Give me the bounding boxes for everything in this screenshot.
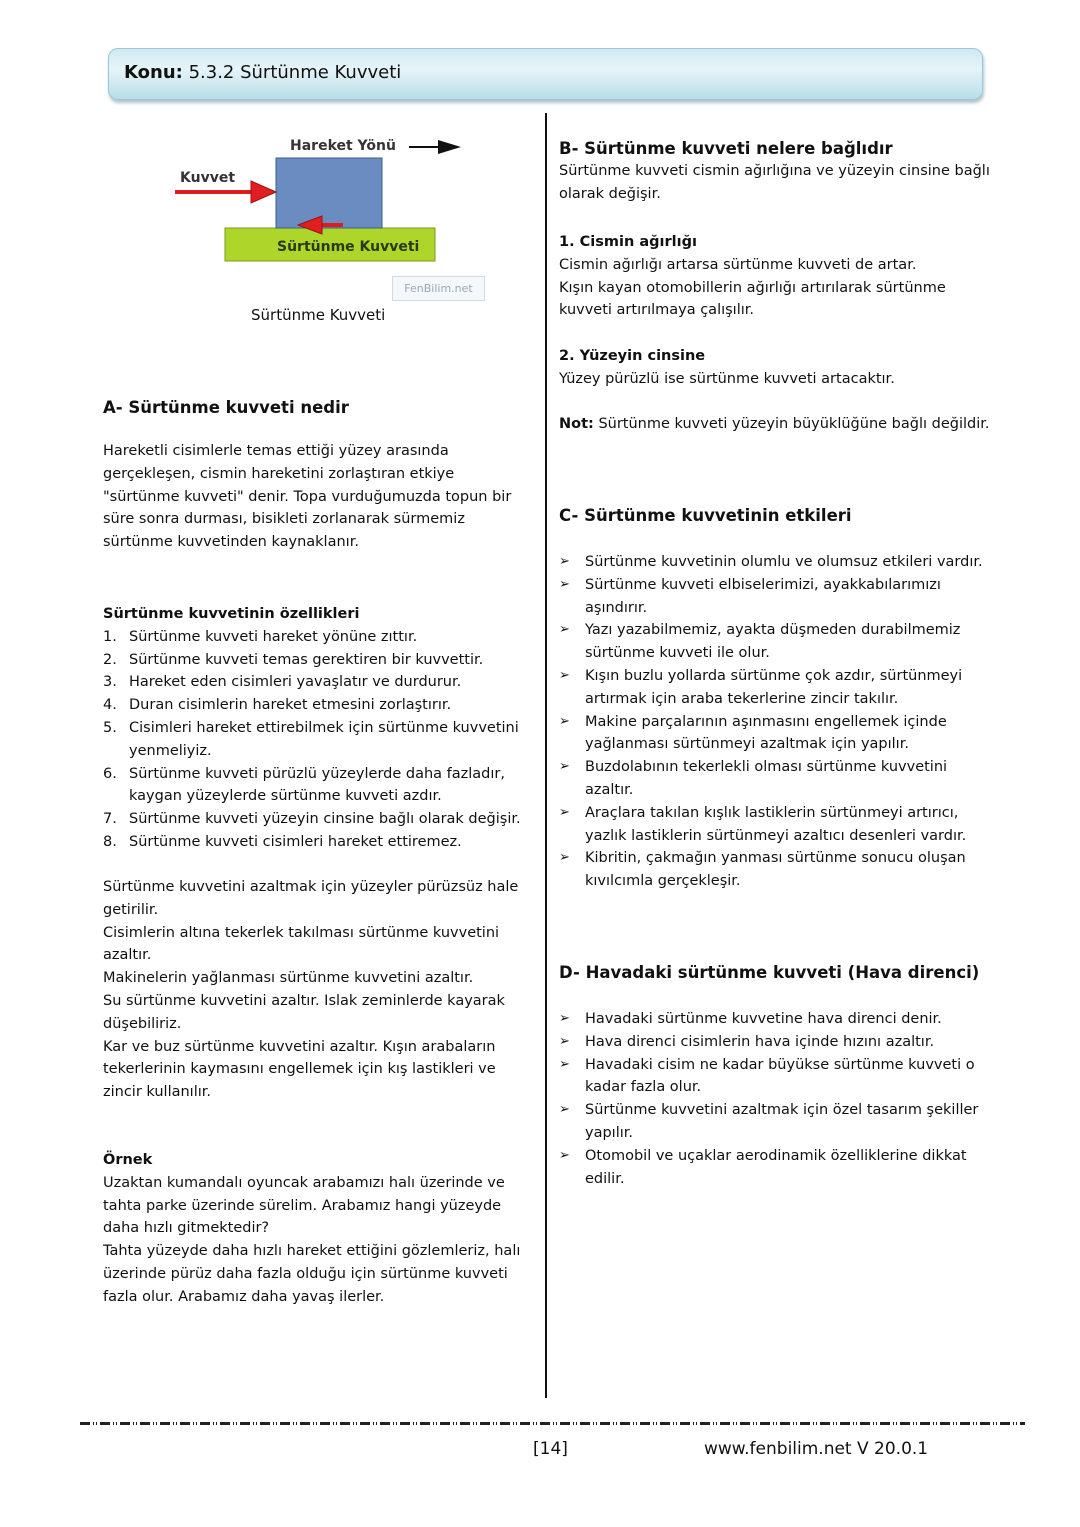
list-item <box>559 756 991 802</box>
weight-line: Cismin ağırlığı artarsa sürtünme kuvveti de artar. <box>559 256 917 273</box>
item-text: Yazı yazabilmemiz, ayakta düşmeden durabilmemiz sürtünme kuvveti ile olur. <box>585 622 961 662</box>
weight-block <box>559 231 991 322</box>
list-item <box>559 1031 991 1054</box>
item-text: Sürtünme kuvveti hareket yönüne zıttır. <box>129 628 418 645</box>
list-item <box>559 1099 991 1145</box>
list-item <box>103 671 535 694</box>
page-number: [14] <box>533 1439 568 1459</box>
list-item <box>103 626 535 649</box>
item-text: Makine parçalarının aşınmasını engellemek içinde yağlanması sürtünmeyi azaltmak için yapılır. <box>585 713 947 753</box>
reduce-line: Kar ve buz sürtünme kuvvetini azaltır. Kışın arabaların tekerlerinin kaymasını engellemek için kış lastikleri ve zincir kullanılır. <box>103 1038 496 1101</box>
section-b <box>559 138 991 206</box>
topic-label: Konu: <box>124 62 183 83</box>
item-text: Kışın buzlu yollarda sürtünme çok azdır, sürtünmeyi artırmak için araba tekerlerine zincir takılır. <box>585 667 963 707</box>
topic-title <box>124 62 401 83</box>
item-number: 8. <box>103 833 117 850</box>
surface-type-block <box>559 345 991 391</box>
item-text: Havadaki sürtünme kuvvetine hava direnci denir. <box>585 1011 942 1027</box>
footer-dash-dot-line <box>80 1422 1025 1425</box>
item-number: 2. <box>103 651 117 668</box>
list-item <box>559 574 991 620</box>
arrowhead-bullet-icon: ➢ <box>559 804 570 820</box>
list-item <box>559 665 991 711</box>
item-text: Otomobil ve uçaklar aerodinamik özelliklerine dikkat edilir. <box>585 1147 967 1187</box>
section-d-heading: D- Havadaki sürtünme kuvveti (Hava direnci) <box>559 963 980 982</box>
properties-block <box>103 603 535 854</box>
note-label: Not: <box>559 416 594 432</box>
arrowhead-bullet-icon: ➢ <box>559 1102 570 1118</box>
item-number: 6. <box>103 765 117 782</box>
properties-heading: Sürtünme kuvvetinin özellikleri <box>103 606 360 622</box>
section-d <box>559 962 991 1190</box>
example-block <box>103 1149 535 1309</box>
surface-type-heading: 2. Yüzeyin cinsine <box>559 348 706 364</box>
item-text: Sürtünme kuvveti yüzeyin cinsine bağlı olarak değişir. <box>129 811 521 828</box>
figure-caption: Sürtünme Kuvveti <box>251 306 386 324</box>
air-resistance-list <box>559 1008 991 1190</box>
arrowhead-bullet-icon: ➢ <box>559 850 570 866</box>
arrowhead-bullet-icon: ➢ <box>559 1033 570 1049</box>
section-b-intro: Sürtünme kuvveti cismin ağırlığına ve yüzeyin cinsine bağlı olarak değişir. <box>559 163 990 202</box>
item-number: 3. <box>103 674 117 691</box>
arrowhead-bullet-icon: ➢ <box>559 759 570 775</box>
item-text: Havadaki cisim ne kadar büyükse sürtünme kuvveti o kadar fazla olur. <box>585 1056 975 1096</box>
arrowhead-bullet-icon: ➢ <box>559 622 570 638</box>
section-a-paragraph: Hareketli cisimlerle temas ettiği yüzey arasında gerçekleşen, cismin hareketini zorlaştıran etkiye "sürtünme kuvveti" denir. Topa vurduğumuzda topun bir süre sonra durması, bisikleti zorlanarak sürmemiz sürtünme kuvvetinden kaynaklanır. <box>103 443 512 551</box>
item-text: Hareket eden cisimleri yavaşlatır ve durdurur. <box>129 674 462 691</box>
topic-name: 5.3.2 Sürtünme Kuvveti <box>188 62 402 83</box>
item-text: Sürtünme kuvvetini azaltmak için özel tasarım şekiller yapılır. <box>585 1102 979 1141</box>
column-divider <box>545 113 547 1398</box>
note-block <box>559 413 991 436</box>
effects-list <box>559 551 991 893</box>
item-number: 7. <box>103 811 117 828</box>
topic-header <box>108 48 983 100</box>
item-text: Hava direnci cisimlerin hava içinde hızını azaltır. <box>585 1033 935 1050</box>
section-c <box>559 505 991 893</box>
arrowhead-bullet-icon: ➢ <box>559 1147 570 1163</box>
item-text: Sürtünme kuvvetinin olumlu ve olumsuz etkileri vardır. <box>585 554 983 570</box>
motion-direction-label: Hareket Yönü <box>290 138 396 154</box>
note-text: Sürtünme kuvveti yüzeyin büyüklüğüne bağlı değildir. <box>598 416 990 432</box>
list-item <box>559 802 991 848</box>
arrowhead-bullet-icon: ➢ <box>559 1056 570 1072</box>
friction-label: Sürtünme Kuvveti <box>277 239 420 255</box>
arrowhead-bullet-icon: ➢ <box>559 1011 570 1026</box>
force-label: Kuvvet <box>180 170 236 186</box>
reduce-line: Cisimlerin altına tekerlek takılması sürtünme kuvvetini azaltır. <box>103 924 500 964</box>
arrowhead-bullet-icon: ➢ <box>559 554 570 569</box>
section-c-heading: C- Sürtünme kuvvetinin etkileri <box>559 506 852 525</box>
list-item <box>103 694 535 717</box>
weight-line: Kışın kayan otomobillerin ağırlığı artırılarak sürtünme kuvveti artırılmaya çalışılır. <box>559 279 946 319</box>
arrowhead-bullet-icon: ➢ <box>559 667 570 683</box>
watermark-logo <box>392 276 485 301</box>
properties-list <box>103 626 535 854</box>
item-text: Kibritin, çakmağın yanması sürtünme sonucu oluşan kıvılcımla gerçekleşir. <box>585 850 966 890</box>
section-a-heading: A- Sürtünme kuvveti nedir <box>103 398 349 417</box>
list-item <box>559 847 991 893</box>
item-number: 1. <box>103 628 117 645</box>
list-item <box>559 1054 991 1100</box>
list-item <box>103 831 535 854</box>
item-text: Sürtünme kuvveti cisimleri hareket ettiremez. <box>129 833 462 850</box>
item-text: Buzdolabının tekerlekli olması sürtünme kuvvetini azaltır. <box>585 759 948 798</box>
item-text: Sürtünme kuvveti temas gerektiren bir kuvvettir. <box>129 651 484 668</box>
list-item <box>103 649 535 672</box>
example-heading: Örnek <box>103 1152 153 1168</box>
reduce-line: Su sürtünme kuvvetini azaltır. Islak zeminlerde kayarak düşebiliriz. <box>103 992 505 1032</box>
friction-diagram <box>165 128 495 328</box>
list-item <box>103 763 535 809</box>
example-answer: Tahta yüzeyde daha hızlı hareket ettiğini gözlemleriz, halı üzerinde pürüz daha fazla olduğu için sürtünme kuvveti fazla olur. Arabamız daha yavaş ilerler. <box>103 1243 521 1305</box>
reduce-line: Sürtünme kuvvetini azaltmak için yüzeyler pürüzsüz hale getirilir. <box>103 879 519 918</box>
example-question: Uzaktan kumandalı oyuncak arabamızı halı üzerinde ve tahta parke üzerinde sürelim. Arabamız hangi yüzeyde daha hızlı gitmektedir? <box>103 1174 505 1237</box>
reduce-friction-block <box>103 876 535 1104</box>
list-item <box>559 1008 991 1031</box>
arrowhead-bullet-icon: ➢ <box>559 576 570 592</box>
list-item <box>103 808 535 831</box>
list-item <box>559 551 991 574</box>
watermark-text: FenBilim.net <box>404 282 473 295</box>
item-text: Duran cisimlerin hareket etmesini zorlaştırır. <box>129 697 452 714</box>
item-text: Araçlara takılan kışlık lastiklerin sürtünmeyi artırıcı, yazlık lastiklerin sürtünmeyi azaltıcı desenleri vardır. <box>585 804 967 844</box>
item-number: 5. <box>103 719 117 736</box>
arrowhead-bullet-icon: ➢ <box>559 713 570 729</box>
list-item <box>559 1145 991 1191</box>
section-b-heading: B- Sürtünme kuvveti nelere bağlıdır <box>559 139 893 158</box>
list-item <box>103 717 535 763</box>
surface-type-text: Yüzey pürüzlü ise sürtünme kuvveti artacaktır. <box>559 370 895 387</box>
item-text: Sürtünme kuvveti elbiselerimizi, ayakkabılarımızı aşındırır. <box>585 576 941 616</box>
site-version: www.fenbilim.net V 20.0.1 <box>704 1439 929 1459</box>
weight-heading: 1. Cismin ağırlığı <box>559 234 697 250</box>
list-item <box>559 711 991 757</box>
reduce-line: Makinelerin yağlanması sürtünme kuvvetini azaltır. <box>103 970 474 987</box>
item-text: Sürtünme kuvveti pürüzlü yüzeylerde daha fazladır, kaygan yüzeylerde sürtünme kuvveti azdır. <box>129 765 505 805</box>
list-item <box>559 619 991 665</box>
section-a <box>103 397 535 554</box>
item-number: 4. <box>103 697 117 714</box>
item-text: Cisimleri hareket ettirebilmek için sürtünme kuvvetini yenmeliyiz. <box>129 719 519 759</box>
